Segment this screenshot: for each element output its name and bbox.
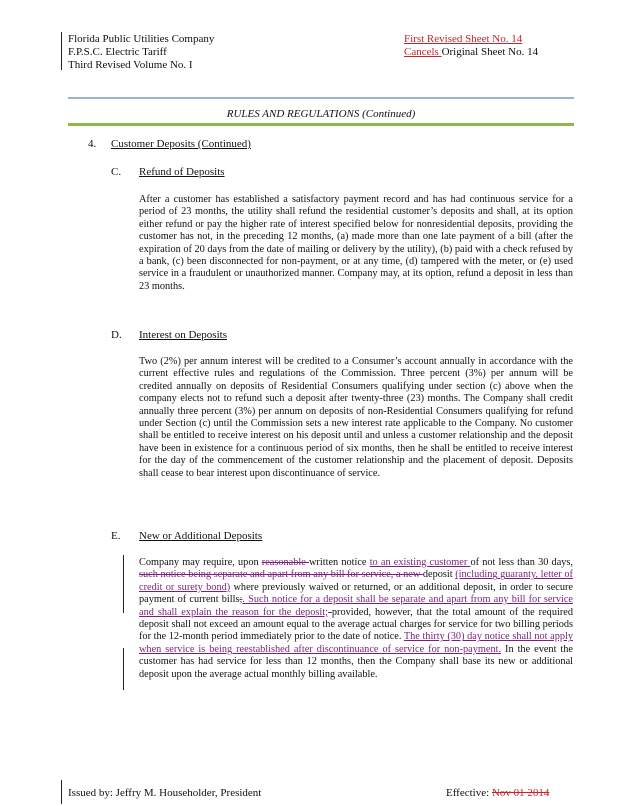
e-text-7: In the event the customer has had service for less than 12 months, then the Company shall base its new or additional deposit upon the average actual monthly billing available. <box>139 643 573 680</box>
subsection-c-title: Refund of Deposits <box>139 166 225 178</box>
subsection-c-body: After a customer has established a satisfactory payment record and has had continuous service for a period of 23 months, the utility shall refund the residential customer’s deposits and shall, at its option either refund or pay the higher rate of interest specified below for nonresidential deposits, providing the customer has not, in the preceding 12 months, (a) made more than one late payment of a bill (after the expiration of 20 days from the date of mailing or delivery by the utility), (b) paid with a check refused by a bank, (c) been disconnected for non-payment, or at any time, (d) tampered with the meter, or (e) used service in a fraudulent or unauthorized manner. Company may, at its option, refund a deposit in less than 23 months. <box>139 194 573 292</box>
page-title: RULES AND REGULATIONS (Continued) <box>226 108 416 120</box>
subsection-e-letter: E. <box>111 530 121 542</box>
e-deleted-3: ; <box>239 594 243 606</box>
section-number: 4. <box>88 138 97 150</box>
e-text-5: where previously waived or returned, or an additional deposit, in order to secure payment of current bills <box>139 581 573 606</box>
e-inserted-2: (including guaranty, letter of credit or surety bond) <box>139 569 573 593</box>
footer-margin-bar <box>61 780 62 804</box>
e-text-2: written notice <box>309 557 370 568</box>
e-text-1: Company may require, upon <box>139 557 262 568</box>
subsection-e-title: New or Additional Deposits <box>139 530 263 542</box>
sheet-number: First Revised Sheet No. 14 <box>404 33 523 45</box>
cancelled-sheet: Original Sheet No. 14 <box>441 46 539 58</box>
header-right <box>404 33 538 59</box>
title-rule <box>68 123 574 126</box>
issued-by: Issued by: Jeffry M. Householder, President <box>68 787 262 799</box>
tariff-volume: Third Revised Volume No. I <box>68 59 193 71</box>
e-text-4: deposit <box>422 569 456 581</box>
e-inserted-3: . Such notice for a deposit shall be separate and apart from any bill for service and shall explain the reason for the deposit; <box>139 594 573 618</box>
e-text-6: provided, however, that the total amount of the required deposit shall not exceed an amount equal to the average actual charges for service for two billing periods for the 12-month period immediately prior to the date of notice. <box>139 606 573 643</box>
section-title: Customer Deposits (Continued) <box>111 138 251 150</box>
effective-label: Effective: <box>446 787 492 799</box>
cancels-word: Cancels <box>404 46 442 58</box>
subsection-d-letter: D. <box>111 329 122 341</box>
revision-bar-2 <box>123 648 124 690</box>
company-name: Florida Public Utilities Company <box>68 33 215 45</box>
subsection-d-title: Interest on Deposits <box>139 329 227 341</box>
header-margin-bar <box>61 32 62 70</box>
tariff-name: F.P.S.C. Electric Tariff <box>68 46 167 58</box>
e-deleted-1: reasonable <box>261 557 309 568</box>
effective-date: Nov 01 2014 <box>491 787 550 799</box>
subsection-c-letter: C. <box>111 166 122 178</box>
subsection-e-body <box>139 557 573 681</box>
e-inserted-1: to an existing customer <box>369 557 471 568</box>
revision-bar-1 <box>123 555 124 613</box>
header-left <box>68 33 214 72</box>
cancels-line <box>404 46 538 59</box>
header-rule <box>68 97 574 99</box>
subsection-d-body: Two (2%) per annum interest will be credited to a Consumer’s account annually in accordance with the current effective rules and regulations of the Commission. Three percent (3%) per annum will be credited annually on deposits of Residential Consumers qualifying under section (c) above when the company elects not to refund such a deposit after twenty-three (23) months. The Company shall credit annually three percent (3%) per annum on deposits of non-Residential Consumers qualifying for refund under Section (c) until the Commission sets a new interest rate applicable to the Company. No customer shall be entitled to receive interest on his deposit until and unless a customer relationship and the deposit have been in existence for a continuous period of six months, then he shall be entitled to receive interest for the day of the commencement of the customer relationship and the placement of deposit. Deposits shall cease to bear interest upon discontinuance of service. <box>139 356 573 479</box>
e-inserted-4: The thirty (30) day notice shall not apply when service is being reestablished after discontinuance of service for non-payment. <box>139 631 573 655</box>
effective-date-line <box>446 787 549 800</box>
e-deleted-2: such notice being separate and apart from any bill for service, a new <box>139 569 423 581</box>
e-text-3: of not less than 30 days, <box>470 557 573 568</box>
